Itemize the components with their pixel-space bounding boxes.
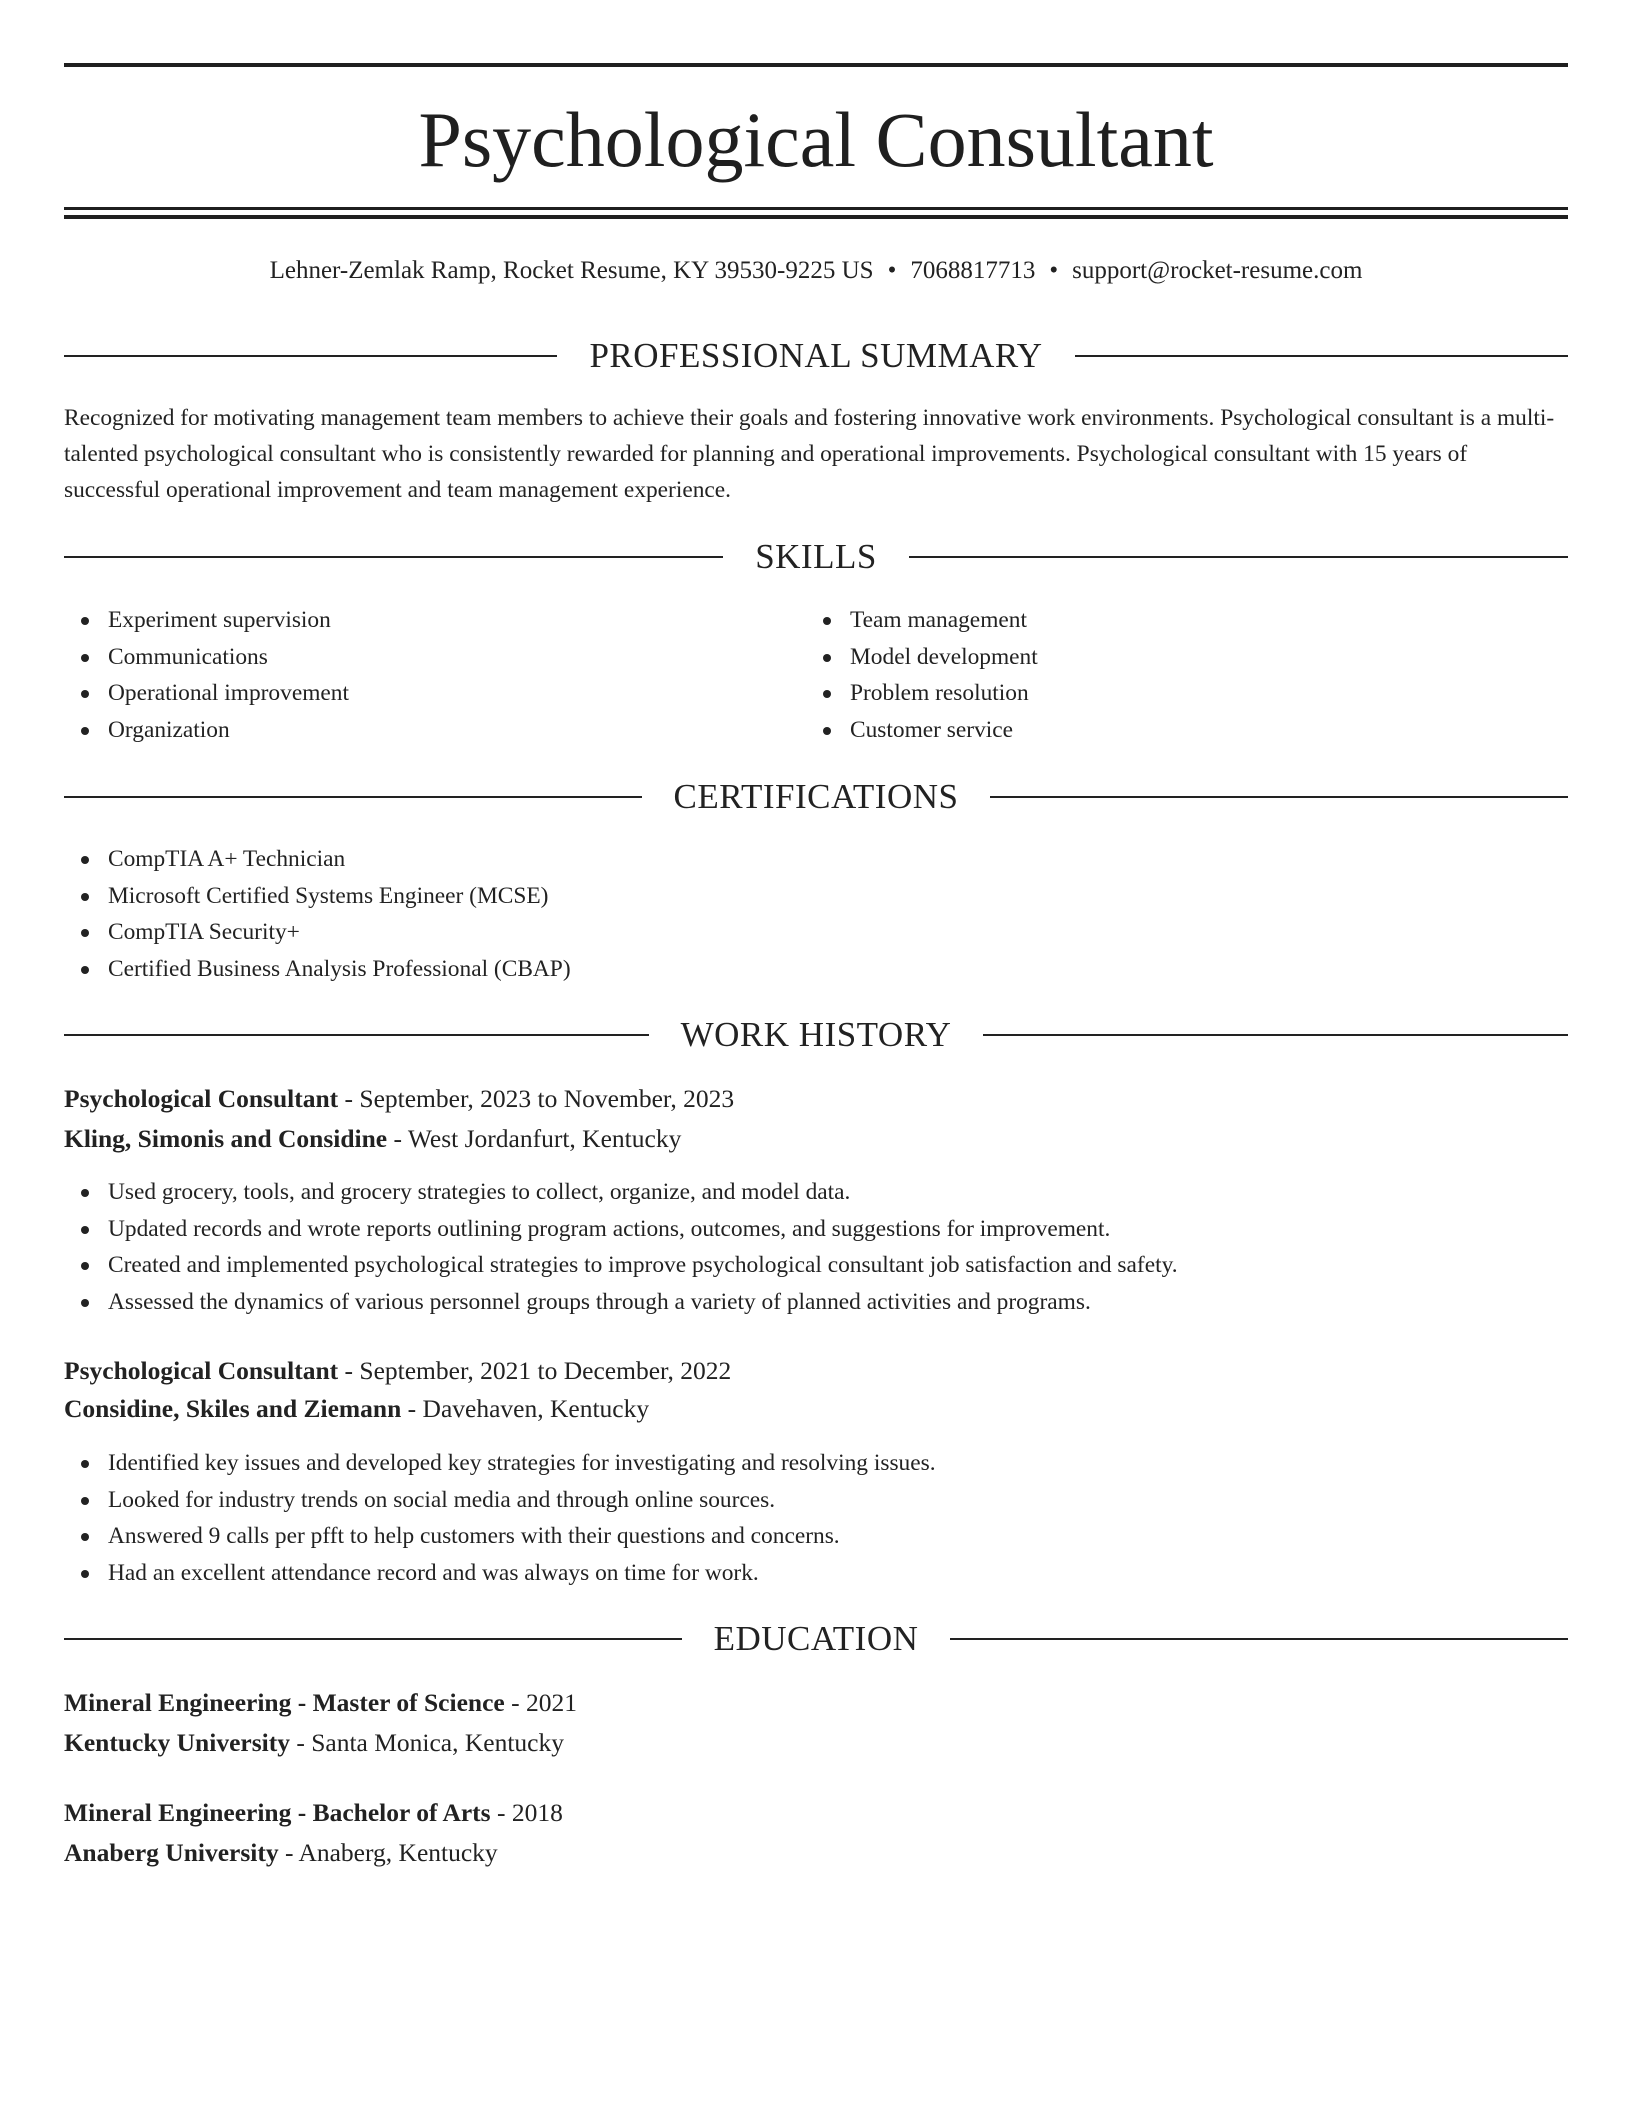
- certifications-list: [64, 841, 571, 987]
- degree-line: [64, 1795, 1568, 1831]
- job-company-line: [64, 1121, 1568, 1157]
- job-company: Kling, Simonis and Considine: [64, 1124, 388, 1153]
- job-title-line: [64, 1353, 1568, 1389]
- section-title: WORK HISTORY: [680, 1015, 952, 1054]
- double-rule-upper: [64, 207, 1568, 210]
- section-heading-summary: [64, 336, 1568, 376]
- list-item: Had an excellent attendance record and was always on time for work.: [64, 1555, 936, 1592]
- list-item: CompTIA A+ Technician: [64, 841, 571, 878]
- section-title: EDUCATION: [713, 1619, 919, 1658]
- job-company: Considine, Skiles and Ziemann: [64, 1394, 402, 1423]
- job-title-line: [64, 1081, 1568, 1117]
- list-item: Team management: [806, 602, 1038, 639]
- skills-list-left: [64, 602, 349, 748]
- double-rule-lower: [64, 215, 1568, 219]
- section-heading-skills: [64, 537, 1568, 577]
- contact-line: [64, 254, 1568, 288]
- heading-rule: [950, 1638, 1568, 1640]
- job-dates: - September, 2021 to December, 2022: [338, 1356, 732, 1385]
- section-heading-education: [64, 1619, 1568, 1659]
- school-line: [64, 1725, 1568, 1761]
- contact-separator: •: [887, 257, 897, 284]
- job-dates: - September, 2023 to November, 2023: [338, 1084, 735, 1113]
- list-item: Model development: [806, 639, 1038, 676]
- degree-year: - 2021: [504, 1688, 577, 1717]
- section-title: CERTIFICATIONS: [673, 777, 959, 816]
- list-item: CompTIA Security+: [64, 914, 571, 951]
- heading-rule: [64, 1034, 649, 1036]
- job-title: Psychological Consultant: [64, 1084, 339, 1113]
- list-item: Looked for industry trends on social media and through online sources.: [64, 1482, 936, 1519]
- degree-line: [64, 1685, 1568, 1721]
- contact-phone: 7068817713: [910, 257, 1036, 284]
- heading-rule: [983, 1034, 1568, 1036]
- list-item: Answered 9 calls per pfft to help customers with their questions and concerns.: [64, 1518, 936, 1555]
- list-item: Communications: [64, 639, 349, 676]
- job-company-line: [64, 1391, 1568, 1427]
- summary-text: Recognized for motivating management team members to achieve their goals and fostering innovative work environments. Psychological consultant is a multi-talented psychological consultant who is consistently rewarded for planning and operational improvements. Psychological consultant with 15 years of successful operational improvement and team management experience.: [64, 405, 1555, 503]
- section-heading-certifications: [64, 777, 1568, 817]
- top-rule: [64, 63, 1568, 67]
- section-title: SKILLS: [755, 537, 877, 576]
- list-item: Assessed the dynamics of various personnel groups through a variety of planned activities and programs.: [64, 1284, 1178, 1321]
- resume-name: Psychological Consultant: [418, 96, 1214, 183]
- degree-year: - 2018: [490, 1798, 563, 1827]
- school: Anaberg University: [64, 1838, 279, 1867]
- heading-rule: [909, 556, 1568, 558]
- list-item: Customer service: [806, 712, 1038, 749]
- list-item: Certified Business Analysis Professional (CBAP): [64, 951, 571, 988]
- heading-rule: [64, 556, 723, 558]
- school: Kentucky University: [64, 1728, 290, 1757]
- list-item: Used grocery, tools, and grocery strategies to collect, organize, and model data.: [64, 1174, 1178, 1211]
- list-item: Identified key issues and developed key strategies for investigating and resolving issues.: [64, 1445, 936, 1482]
- heading-rule: [64, 1638, 682, 1640]
- list-item: Operational improvement: [64, 675, 349, 712]
- job-location: - Davehaven, Kentucky: [401, 1394, 650, 1423]
- list-item: Created and implemented psychological strategies to improve psychological consultant job satisfaction and safety.: [64, 1247, 1178, 1284]
- heading-rule: [64, 796, 642, 798]
- heading-rule: [1075, 355, 1568, 357]
- job-bullets: [64, 1174, 1178, 1320]
- skills-list-right: [806, 602, 1038, 748]
- school-location: - Santa Monica, Kentucky: [289, 1728, 565, 1757]
- list-item: Updated records and wrote reports outlining program actions, outcomes, and suggestions for improvement.: [64, 1211, 1178, 1248]
- list-item: Microsoft Certified Systems Engineer (MCSE): [64, 878, 571, 915]
- job-location: - West Jordanfurt, Kentucky: [387, 1124, 682, 1153]
- heading-rule: [64, 355, 557, 357]
- contact-address: Lehner-Zemlak Ramp, Rocket Resume, KY 39530-9225 US: [269, 257, 874, 284]
- degree: Mineral Engineering - Master of Science: [64, 1688, 505, 1717]
- heading-rule: [990, 796, 1568, 798]
- list-item: Organization: [64, 712, 349, 749]
- contact-separator: •: [1049, 257, 1059, 284]
- job-bullets: [64, 1445, 936, 1591]
- degree: Mineral Engineering - Bachelor of Arts: [64, 1798, 491, 1827]
- section-heading-work: [64, 1015, 1568, 1055]
- school-location: - Anaberg, Kentucky: [278, 1838, 498, 1867]
- contact-email: support@rocket-resume.com: [1072, 257, 1363, 284]
- list-item: Problem resolution: [806, 675, 1038, 712]
- school-line: [64, 1835, 1568, 1871]
- section-title: PROFESSIONAL SUMMARY: [589, 336, 1043, 375]
- list-item: Experiment supervision: [64, 602, 349, 639]
- job-title: Psychological Consultant: [64, 1356, 339, 1385]
